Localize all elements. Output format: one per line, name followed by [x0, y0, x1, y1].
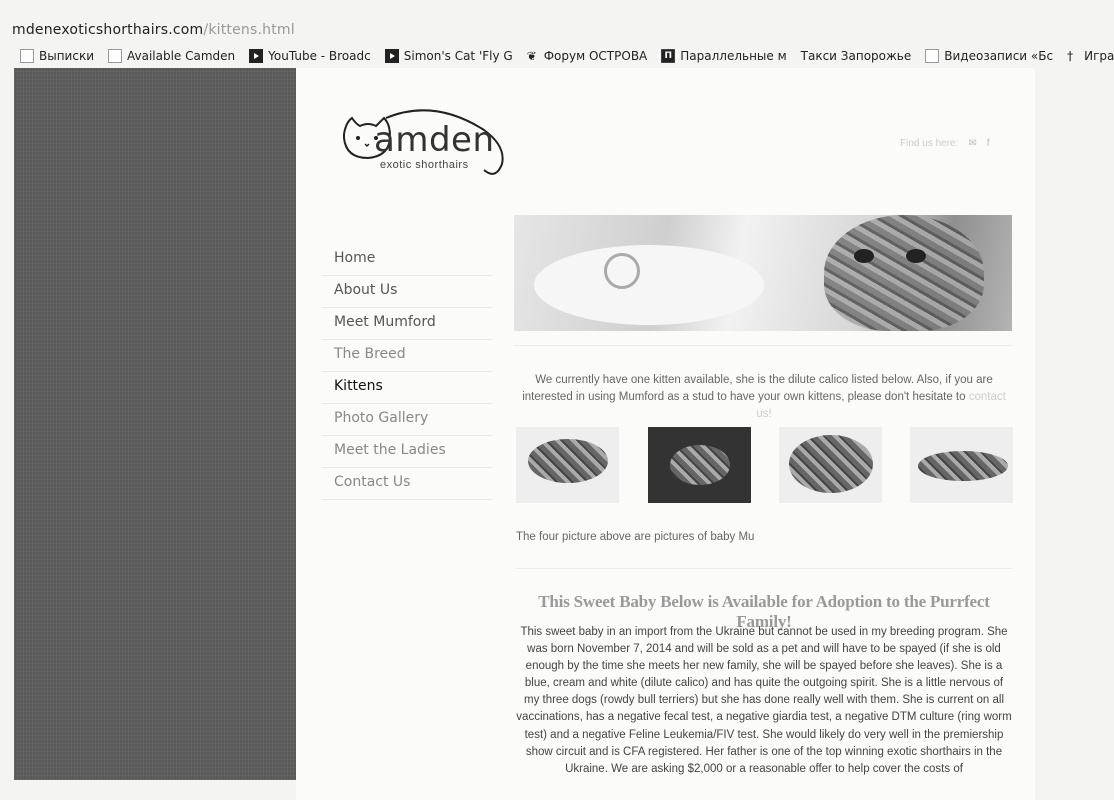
bookmark-label: Выписки — [39, 49, 94, 63]
page-icon — [108, 49, 122, 63]
youtube-icon — [385, 49, 399, 63]
bookmark-label: Параллельные м — [680, 49, 787, 63]
hero-cat-image — [514, 215, 1012, 331]
nav-the-breed[interactable]: The Breed — [322, 340, 492, 372]
bookmark-label: Simon's Cat 'Fly G — [403, 49, 513, 63]
kitten-photo-4[interactable] — [910, 427, 1013, 503]
url-path: /kittens.html — [203, 22, 295, 38]
bookmark-label: Available Camden — [127, 49, 236, 63]
bookmark-label: Форум ОСТРОВА — [543, 49, 648, 63]
bookmarks-bar — [0, 44, 1114, 68]
url-host: mdenexoticshorthairs.com — [12, 22, 204, 38]
nav-meet-the-ladies[interactable]: Meet the Ladies — [322, 436, 492, 468]
nav-photo-gallery[interactable]: Photo Gallery — [322, 404, 492, 436]
kitten-photo-2[interactable] — [648, 427, 751, 503]
photo-caption: The four picture above are pictures of baby Mu — [516, 531, 755, 543]
site-logo[interactable] — [334, 104, 514, 184]
main-nav — [322, 244, 492, 500]
divider — [514, 345, 1012, 346]
adoption-heading: This Sweet Baby Below is Available for Adoption to the Purrfect Family! — [538, 592, 990, 631]
facebook-icon[interactable]: f — [986, 138, 990, 149]
email-icon[interactable]: ✉ — [968, 138, 977, 149]
flower-icon: ❦ — [526, 49, 537, 63]
divider — [516, 568, 1012, 569]
bookmark-label: Игра — [1084, 49, 1114, 63]
doc-icon — [925, 49, 939, 63]
contact-us-link[interactable]: contact us! — [756, 390, 1006, 420]
bookmark-vypiski[interactable] — [20, 49, 94, 63]
find-us-label: Find us here: — [900, 138, 959, 149]
kitten-photo-1[interactable] — [516, 427, 619, 503]
bookmark-label: Такси Запорожье — [800, 49, 912, 63]
bookmark-parallelnye[interactable] — [661, 49, 786, 63]
youtube-icon — [249, 49, 263, 63]
address-bar[interactable] — [12, 22, 295, 38]
bookmark-label: Видеозаписи «Бс — [944, 49, 1054, 63]
nav-home[interactable]: Home — [322, 244, 492, 276]
bookmark-label: YouTube - Broadc — [268, 49, 371, 63]
kitten-thumbnails — [516, 427, 1012, 507]
bookmark-forum-ostrova[interactable] — [527, 49, 648, 63]
p-icon: П — [661, 49, 675, 63]
nav-kittens[interactable]: Kittens — [322, 372, 492, 404]
social-links — [900, 138, 990, 149]
bookmark-taxi[interactable] — [801, 49, 912, 63]
doc-icon — [20, 49, 34, 63]
bookmark-videozapisi[interactable] — [925, 49, 1053, 63]
logo-subtitle: exotic shorthairs — [380, 159, 469, 171]
figure-icon: † — [1067, 49, 1074, 63]
logo-wordmark: amden — [374, 120, 495, 160]
nav-contact-us[interactable]: Contact Us — [322, 468, 492, 500]
bookmark-youtube[interactable] — [249, 49, 371, 63]
intro-paragraph — [516, 372, 1012, 423]
kitten-photo-3[interactable] — [779, 427, 882, 503]
nav-about-us[interactable]: About Us — [322, 276, 492, 308]
bookmark-available-camden[interactable] — [108, 49, 235, 63]
intro-text: We currently have one kitten available, she is the dilute calico listed below. Also, if you are interested in using Mumford as a stud to have your own kittens, please don't hesitate to — [522, 373, 993, 403]
bookmark-igra[interactable] — [1067, 49, 1114, 63]
page-background-left — [14, 68, 296, 780]
nav-meet-mumford[interactable]: Meet Mumford — [322, 308, 492, 340]
kitten-description: This sweet baby in an import from the Ukraine but cannot be used in my breeding program. She was born November 7, 2014 and will be sold as a pet and will have to be spayed (if she is old enough by the time she meets her new family, she will be spayed before she leaves). She is a blue, cream and white (dilute calico) and has quite the outgoing spirit. She is a little nervous of my three dogs (rowdy bull terriers) but she has done really well with them. She is current on all vaccinations, has a negative fecal test, a negative giardia test, a negative DTM culture (ring worm test) and a negative Feline Leukemia/FIV test. She would likely do very well in the premiership show circuit and is CFA registered. Her father is one of the top winning exotic shorthairs in the Ukraine. We are asking $2,000 or a reasonable offer to help cover the costs of — [516, 626, 1012, 775]
bookmark-simons-cat[interactable] — [385, 49, 513, 63]
